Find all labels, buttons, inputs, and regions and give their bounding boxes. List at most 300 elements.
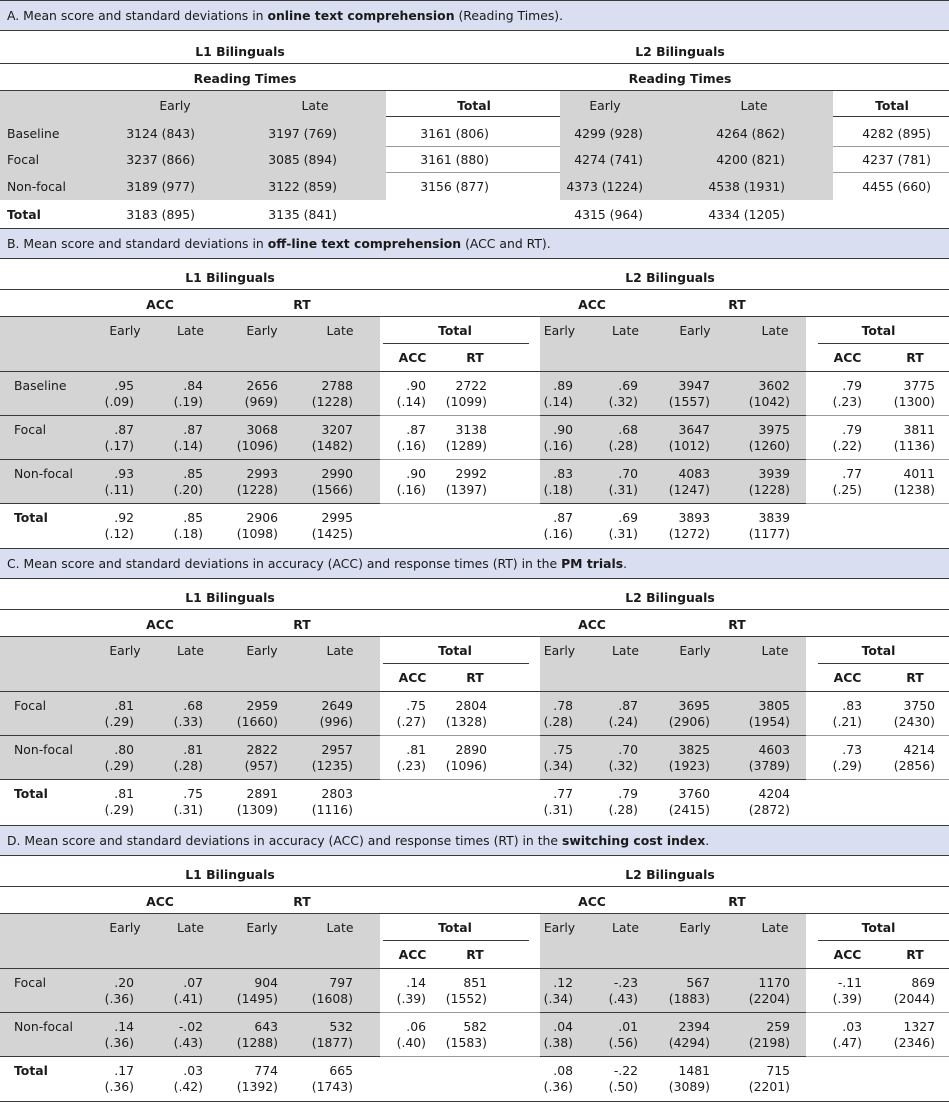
row-label: Focal xyxy=(7,152,40,167)
row-label: Total xyxy=(14,510,48,525)
cell-mean: .93 xyxy=(114,466,134,481)
cell-sd: (.32) xyxy=(608,758,638,773)
cell-sd: (.43) xyxy=(173,1035,203,1050)
row-label: Baseline xyxy=(14,378,67,393)
table-cell xyxy=(568,975,638,1007)
cell-mean: .81 xyxy=(183,742,203,757)
column-header: Early xyxy=(159,98,191,113)
group-label-l1: L1 Bilinguals xyxy=(185,590,275,605)
cell-sd: (1228) xyxy=(236,482,278,497)
table-cell xyxy=(208,510,278,542)
cell-mean: 869 xyxy=(911,975,935,990)
table-cell xyxy=(64,1063,134,1095)
rule-line xyxy=(540,459,806,460)
cell-mean: .85 xyxy=(183,466,203,481)
total-header-l1: Total xyxy=(438,643,472,658)
cell-mean: 2891 xyxy=(246,786,278,801)
cell-sd: (969) xyxy=(244,394,278,409)
cell-sd: (2346) xyxy=(893,1035,935,1050)
rt-label-l2: RT xyxy=(728,617,746,632)
table-cell xyxy=(792,1019,862,1051)
cell-sd: (.50) xyxy=(608,1079,638,1094)
cell-mean: .87 xyxy=(183,422,203,437)
cell-mean: 2995 xyxy=(321,510,353,525)
table-cell xyxy=(64,698,134,730)
cell-mean: 2890 xyxy=(455,742,487,757)
group-label-l1: L1 Bilinguals xyxy=(185,867,275,882)
cell-mean: .80 xyxy=(114,742,134,757)
table-cell xyxy=(568,786,638,818)
table-cell xyxy=(356,975,426,1007)
rt-label-l2: RT xyxy=(728,894,746,909)
cell-mean: 3839 xyxy=(758,510,790,525)
cell-mean: .87 xyxy=(406,422,426,437)
cell-mean: .68 xyxy=(618,422,638,437)
cell-mean: 4603 xyxy=(758,742,790,757)
row-label: Non-focal xyxy=(14,742,73,757)
column-header: Early xyxy=(246,643,278,658)
cell-sd: (1042) xyxy=(748,394,790,409)
table-cell xyxy=(720,510,790,542)
caption-emphasis: PM trials xyxy=(561,556,624,571)
cell-sd: (.22) xyxy=(832,438,862,453)
row-label: Non-focal xyxy=(14,466,73,481)
table-cell: 4455 (660) xyxy=(862,179,931,194)
rule-line xyxy=(818,940,949,941)
table-cell xyxy=(503,466,573,498)
table-cell xyxy=(64,742,134,774)
table-cell xyxy=(503,698,573,730)
bottom-rule xyxy=(0,1101,949,1102)
column-header: Total xyxy=(875,98,909,113)
row-label: Non-focal xyxy=(7,179,66,194)
cell-sd: (.36) xyxy=(104,1079,134,1094)
cell-mean: .83 xyxy=(842,698,862,713)
table-cell xyxy=(64,786,134,818)
cell-mean: 2959 xyxy=(246,698,278,713)
rule-line xyxy=(806,735,949,736)
table-cell xyxy=(640,510,710,542)
cell-mean: .90 xyxy=(406,466,426,481)
table-cell xyxy=(503,1019,573,1051)
rule-line xyxy=(540,1056,806,1057)
cell-mean: .87 xyxy=(618,698,638,713)
cell-sd: (.16) xyxy=(396,482,426,497)
sub-label-l1: Reading Times xyxy=(193,71,297,86)
table-cell: 4299 (928) xyxy=(574,126,643,141)
total-rt-header: RT xyxy=(466,350,484,365)
cell-sd: (1566) xyxy=(311,482,353,497)
table-cell xyxy=(64,975,134,1007)
cell-mean: 665 xyxy=(329,1063,353,1078)
column-header: Late xyxy=(326,643,354,658)
cell-sd: (1883) xyxy=(668,991,710,1006)
table-cell xyxy=(133,378,203,410)
column-header: Late xyxy=(761,643,789,658)
table-cell xyxy=(283,742,353,774)
table-cell: 4237 (781) xyxy=(862,152,931,167)
rule-line xyxy=(383,343,529,344)
rule-line xyxy=(806,503,949,504)
table-cell: 4315 (964) xyxy=(574,207,643,222)
group-label-l2: L2 Bilinguals xyxy=(625,270,715,285)
table-cell xyxy=(720,742,790,774)
cell-mean: .78 xyxy=(553,698,573,713)
cell-mean: 4214 xyxy=(903,742,935,757)
rule-line xyxy=(380,1056,540,1057)
caption-text: . xyxy=(623,556,628,571)
cell-mean: 2649 xyxy=(321,698,353,713)
cell-mean: .85 xyxy=(183,510,203,525)
cell-sd: (.36) xyxy=(104,991,134,1006)
rt-label-l2: RT xyxy=(728,297,746,312)
table-cell: 3156 (877) xyxy=(420,179,489,194)
cell-mean: 3775 xyxy=(903,378,935,393)
cell-mean: 2957 xyxy=(321,742,353,757)
acc-label-l1: ACC xyxy=(146,617,174,632)
cell-sd: (1012) xyxy=(668,438,710,453)
table-cell xyxy=(640,466,710,498)
cell-mean: .77 xyxy=(842,466,862,481)
total-rt-header: RT xyxy=(906,947,924,962)
table-cell xyxy=(208,975,278,1007)
section-caption xyxy=(0,825,949,856)
cell-sd: (.16) xyxy=(543,526,573,541)
acc-label-l2: ACC xyxy=(578,894,606,909)
table-cell xyxy=(208,466,278,498)
cell-sd: (2906) xyxy=(668,714,710,729)
cell-sd: (1552) xyxy=(445,991,487,1006)
total-header-l1: Total xyxy=(438,323,472,338)
cell-sd: (.31) xyxy=(608,526,638,541)
cell-sd: (1309) xyxy=(236,802,278,817)
cell-sd: (1608) xyxy=(311,991,353,1006)
cell-mean: 3207 xyxy=(321,422,353,437)
caption-text: C. Mean score and standard deviations in accuracy (ACC) and response times (RT) in the xyxy=(7,556,562,571)
table-cell xyxy=(568,378,638,410)
cell-sd: (1247) xyxy=(668,482,710,497)
cell-mean: .08 xyxy=(553,1063,573,1078)
rule-line xyxy=(818,663,949,664)
caption-emphasis: online text comprehension xyxy=(267,8,455,23)
total-acc-header: ACC xyxy=(398,947,427,962)
group-label-l2: L2 Bilinguals xyxy=(625,867,715,882)
caption-emphasis: switching cost index xyxy=(561,833,706,848)
group-label-l1: L1 Bilinguals xyxy=(195,44,285,59)
column-header: Early xyxy=(109,323,141,338)
table-cell: 3197 (769) xyxy=(268,126,337,141)
cell-sd: (1260) xyxy=(748,438,790,453)
table-cell xyxy=(720,698,790,730)
caption-emphasis: off-line text comprehension xyxy=(267,236,462,251)
cell-sd: (1482) xyxy=(311,438,353,453)
row-label: Total xyxy=(14,786,48,801)
rule-line xyxy=(540,415,806,416)
cell-sd: (1397) xyxy=(445,482,487,497)
group-label-l1: L1 Bilinguals xyxy=(185,270,275,285)
rule-line xyxy=(806,1012,949,1013)
column-header: Early xyxy=(589,98,621,113)
cell-sd: (1954) xyxy=(748,714,790,729)
cell-sd: (.33) xyxy=(173,714,203,729)
rule-line xyxy=(540,735,806,736)
column-header: Late xyxy=(326,920,354,935)
table-cell xyxy=(503,742,573,774)
cell-sd: (.14) xyxy=(396,394,426,409)
cell-sd: (1136) xyxy=(893,438,935,453)
rule-line xyxy=(0,968,949,969)
table-cell xyxy=(792,975,862,1007)
cell-sd: (1228) xyxy=(311,394,353,409)
rule-line xyxy=(0,779,380,780)
table-cell: 4334 (1205) xyxy=(708,207,785,222)
total-acc-header: ACC xyxy=(833,947,862,962)
total-acc-header: ACC xyxy=(398,350,427,365)
cell-mean: .75 xyxy=(553,742,573,757)
table-cell xyxy=(133,1063,203,1095)
rule-line xyxy=(380,415,540,416)
cell-mean: -.11 xyxy=(837,975,862,990)
column-header: Early xyxy=(246,323,278,338)
total-rt-header: RT xyxy=(906,670,924,685)
cell-sd: (1583) xyxy=(445,1035,487,1050)
cell-mean: .70 xyxy=(618,466,638,481)
cell-sd: (1235) xyxy=(311,758,353,773)
cell-sd: (.38) xyxy=(543,1035,573,1050)
cell-mean: 4204 xyxy=(758,786,790,801)
cell-sd: (1288) xyxy=(236,1035,278,1050)
table-cell xyxy=(283,786,353,818)
cell-sd: (.18) xyxy=(543,482,573,497)
cell-mean: 715 xyxy=(766,1063,790,1078)
cell-mean: 3811 xyxy=(903,422,935,437)
table-cell xyxy=(64,1019,134,1051)
cell-sd: (1096) xyxy=(236,438,278,453)
rule-line xyxy=(540,1012,806,1013)
table-cell xyxy=(283,510,353,542)
column-header: Early xyxy=(679,643,711,658)
cell-sd: (.31) xyxy=(608,482,638,497)
cell-sd: (996) xyxy=(319,714,353,729)
table-cell xyxy=(64,422,134,454)
cell-sd: (1272) xyxy=(668,526,710,541)
cell-mean: 3975 xyxy=(758,422,790,437)
table-cell: 4373 (1224) xyxy=(566,179,643,194)
cell-mean: 532 xyxy=(329,1019,353,1034)
cell-mean: 3750 xyxy=(903,698,935,713)
cell-mean: 4011 xyxy=(903,466,935,481)
caption-text: (Reading Times). xyxy=(454,8,564,23)
table-cell xyxy=(417,466,487,498)
caption-text: B. Mean score and standard deviations in xyxy=(7,236,268,251)
total-rt-header: RT xyxy=(466,947,484,962)
table-cell xyxy=(133,422,203,454)
cell-mean: .81 xyxy=(114,698,134,713)
cell-mean: 1481 xyxy=(678,1063,710,1078)
caption-text: D. Mean score and standard deviations in accuracy (ACC) and response times (RT) in the xyxy=(7,833,562,848)
table-cell xyxy=(568,1063,638,1095)
row-label: Focal xyxy=(14,422,47,437)
rule-line xyxy=(386,116,560,117)
cell-mean: .87 xyxy=(553,510,573,525)
table-cell xyxy=(503,975,573,1007)
table-cell xyxy=(283,378,353,410)
cell-mean: .73 xyxy=(842,742,862,757)
table-cell xyxy=(640,1063,710,1095)
cell-sd: (1392) xyxy=(236,1079,278,1094)
table-cell xyxy=(865,742,935,774)
cell-mean: 3068 xyxy=(246,422,278,437)
table-cell xyxy=(208,422,278,454)
cell-mean: 3138 xyxy=(455,422,487,437)
cell-mean: 1327 xyxy=(903,1019,935,1034)
table-cell: 4282 (895) xyxy=(862,126,931,141)
rule-line xyxy=(0,735,380,736)
cell-mean: 3893 xyxy=(678,510,710,525)
table-cell xyxy=(356,422,426,454)
caption-text: (ACC and RT). xyxy=(461,236,551,251)
column-header: Early xyxy=(109,643,141,658)
cell-mean: 2990 xyxy=(321,466,353,481)
column-header: Early xyxy=(543,323,576,338)
table-cell xyxy=(417,698,487,730)
table-cell xyxy=(865,698,935,730)
total-header-l1: Total xyxy=(438,920,472,935)
cell-sd: (.29) xyxy=(104,802,134,817)
cell-mean: 2788 xyxy=(321,378,353,393)
table-cell xyxy=(503,422,573,454)
total-acc-header: ACC xyxy=(833,350,862,365)
cell-mean: .75 xyxy=(406,698,426,713)
cell-sd: (.18) xyxy=(173,526,203,541)
table-cell xyxy=(283,466,353,498)
cell-sd: (1877) xyxy=(311,1035,353,1050)
cell-mean: 2803 xyxy=(321,786,353,801)
cell-sd: (2198) xyxy=(748,1035,790,1050)
cell-sd: (.36) xyxy=(104,1035,134,1050)
cell-mean: .75 xyxy=(183,786,203,801)
column-header: Early xyxy=(109,920,141,935)
rt-label-l1: RT xyxy=(293,894,311,909)
cell-sd: (.39) xyxy=(832,991,862,1006)
cell-mean: 2993 xyxy=(246,466,278,481)
cell-sd: (.31) xyxy=(173,802,203,817)
cell-sd: (.16) xyxy=(396,438,426,453)
cell-sd: (.41) xyxy=(173,991,203,1006)
cell-sd: (1495) xyxy=(236,991,278,1006)
table-cell xyxy=(283,1063,353,1095)
cell-sd: (957) xyxy=(244,758,278,773)
column-header: Late xyxy=(177,643,204,658)
table-cell xyxy=(133,466,203,498)
rule-line xyxy=(0,609,949,610)
rule-line xyxy=(806,779,949,780)
cell-sd: (2872) xyxy=(748,802,790,817)
cell-mean: 3760 xyxy=(678,786,710,801)
table-cell xyxy=(568,698,638,730)
table-cell xyxy=(792,378,862,410)
caption-text: A. Mean score and standard deviations in xyxy=(7,8,268,23)
rule-line xyxy=(833,146,949,147)
section-caption xyxy=(0,548,949,579)
cell-mean: 904 xyxy=(254,975,278,990)
rule-line xyxy=(383,940,529,941)
table-cell xyxy=(792,698,862,730)
cell-mean: 851 xyxy=(463,975,487,990)
cell-mean: .95 xyxy=(114,378,134,393)
table-cell xyxy=(64,378,134,410)
rule-line xyxy=(833,172,949,173)
table-cell xyxy=(792,466,862,498)
rule-line xyxy=(0,691,949,692)
row-label: Non-focal xyxy=(14,1019,73,1034)
cell-mean: .92 xyxy=(114,510,134,525)
cell-mean: .69 xyxy=(618,378,638,393)
table-cell xyxy=(640,975,710,1007)
cell-sd: (.28) xyxy=(543,714,573,729)
cell-mean: 2804 xyxy=(455,698,487,713)
table-cell xyxy=(503,786,573,818)
rt-label-l1: RT xyxy=(293,297,311,312)
cell-sd: (.28) xyxy=(608,802,638,817)
row-label: Total xyxy=(14,1063,48,1078)
cell-mean: .79 xyxy=(842,422,862,437)
column-header: Early xyxy=(543,643,576,658)
cell-mean: 3647 xyxy=(678,422,710,437)
cell-mean: .06 xyxy=(406,1019,426,1034)
column-header: Late xyxy=(761,920,789,935)
cell-mean: -.22 xyxy=(613,1063,638,1078)
table-cell xyxy=(720,422,790,454)
rule-line xyxy=(380,503,540,504)
cell-sd: (.14) xyxy=(173,438,203,453)
table-cell: 4200 (821) xyxy=(716,152,785,167)
rule-line xyxy=(380,779,540,780)
cell-mean: 567 xyxy=(686,975,710,990)
cell-mean: .14 xyxy=(406,975,426,990)
table-cell xyxy=(568,422,638,454)
cell-mean: -.23 xyxy=(613,975,638,990)
column-header: Late xyxy=(177,920,204,935)
cell-sd: (1300) xyxy=(893,394,935,409)
row-label: Baseline xyxy=(7,126,60,141)
cell-mean: .17 xyxy=(114,1063,134,1078)
cell-sd: (.27) xyxy=(396,714,426,729)
cell-mean: 3602 xyxy=(758,378,790,393)
cell-mean: 3695 xyxy=(678,698,710,713)
column-header: Late xyxy=(326,323,354,338)
table-cell xyxy=(720,466,790,498)
cell-sd: (2201) xyxy=(748,1079,790,1094)
table-cell xyxy=(865,422,935,454)
cell-sd: (.12) xyxy=(104,526,134,541)
cell-mean: .89 xyxy=(553,378,573,393)
table-cell xyxy=(283,1019,353,1051)
cell-sd: (.32) xyxy=(608,394,638,409)
table-cell xyxy=(792,422,862,454)
table-cell: 4538 (1931) xyxy=(708,179,785,194)
cell-sd: (.23) xyxy=(832,394,862,409)
cell-sd: (.43) xyxy=(608,991,638,1006)
table-cell xyxy=(356,698,426,730)
table-cell xyxy=(283,422,353,454)
caption-text: . xyxy=(705,833,710,848)
cell-mean: 643 xyxy=(254,1019,278,1034)
cell-sd: (.31) xyxy=(543,802,573,817)
cell-sd: (1238) xyxy=(893,482,935,497)
rule-line xyxy=(540,503,806,504)
rule-line xyxy=(833,116,949,117)
